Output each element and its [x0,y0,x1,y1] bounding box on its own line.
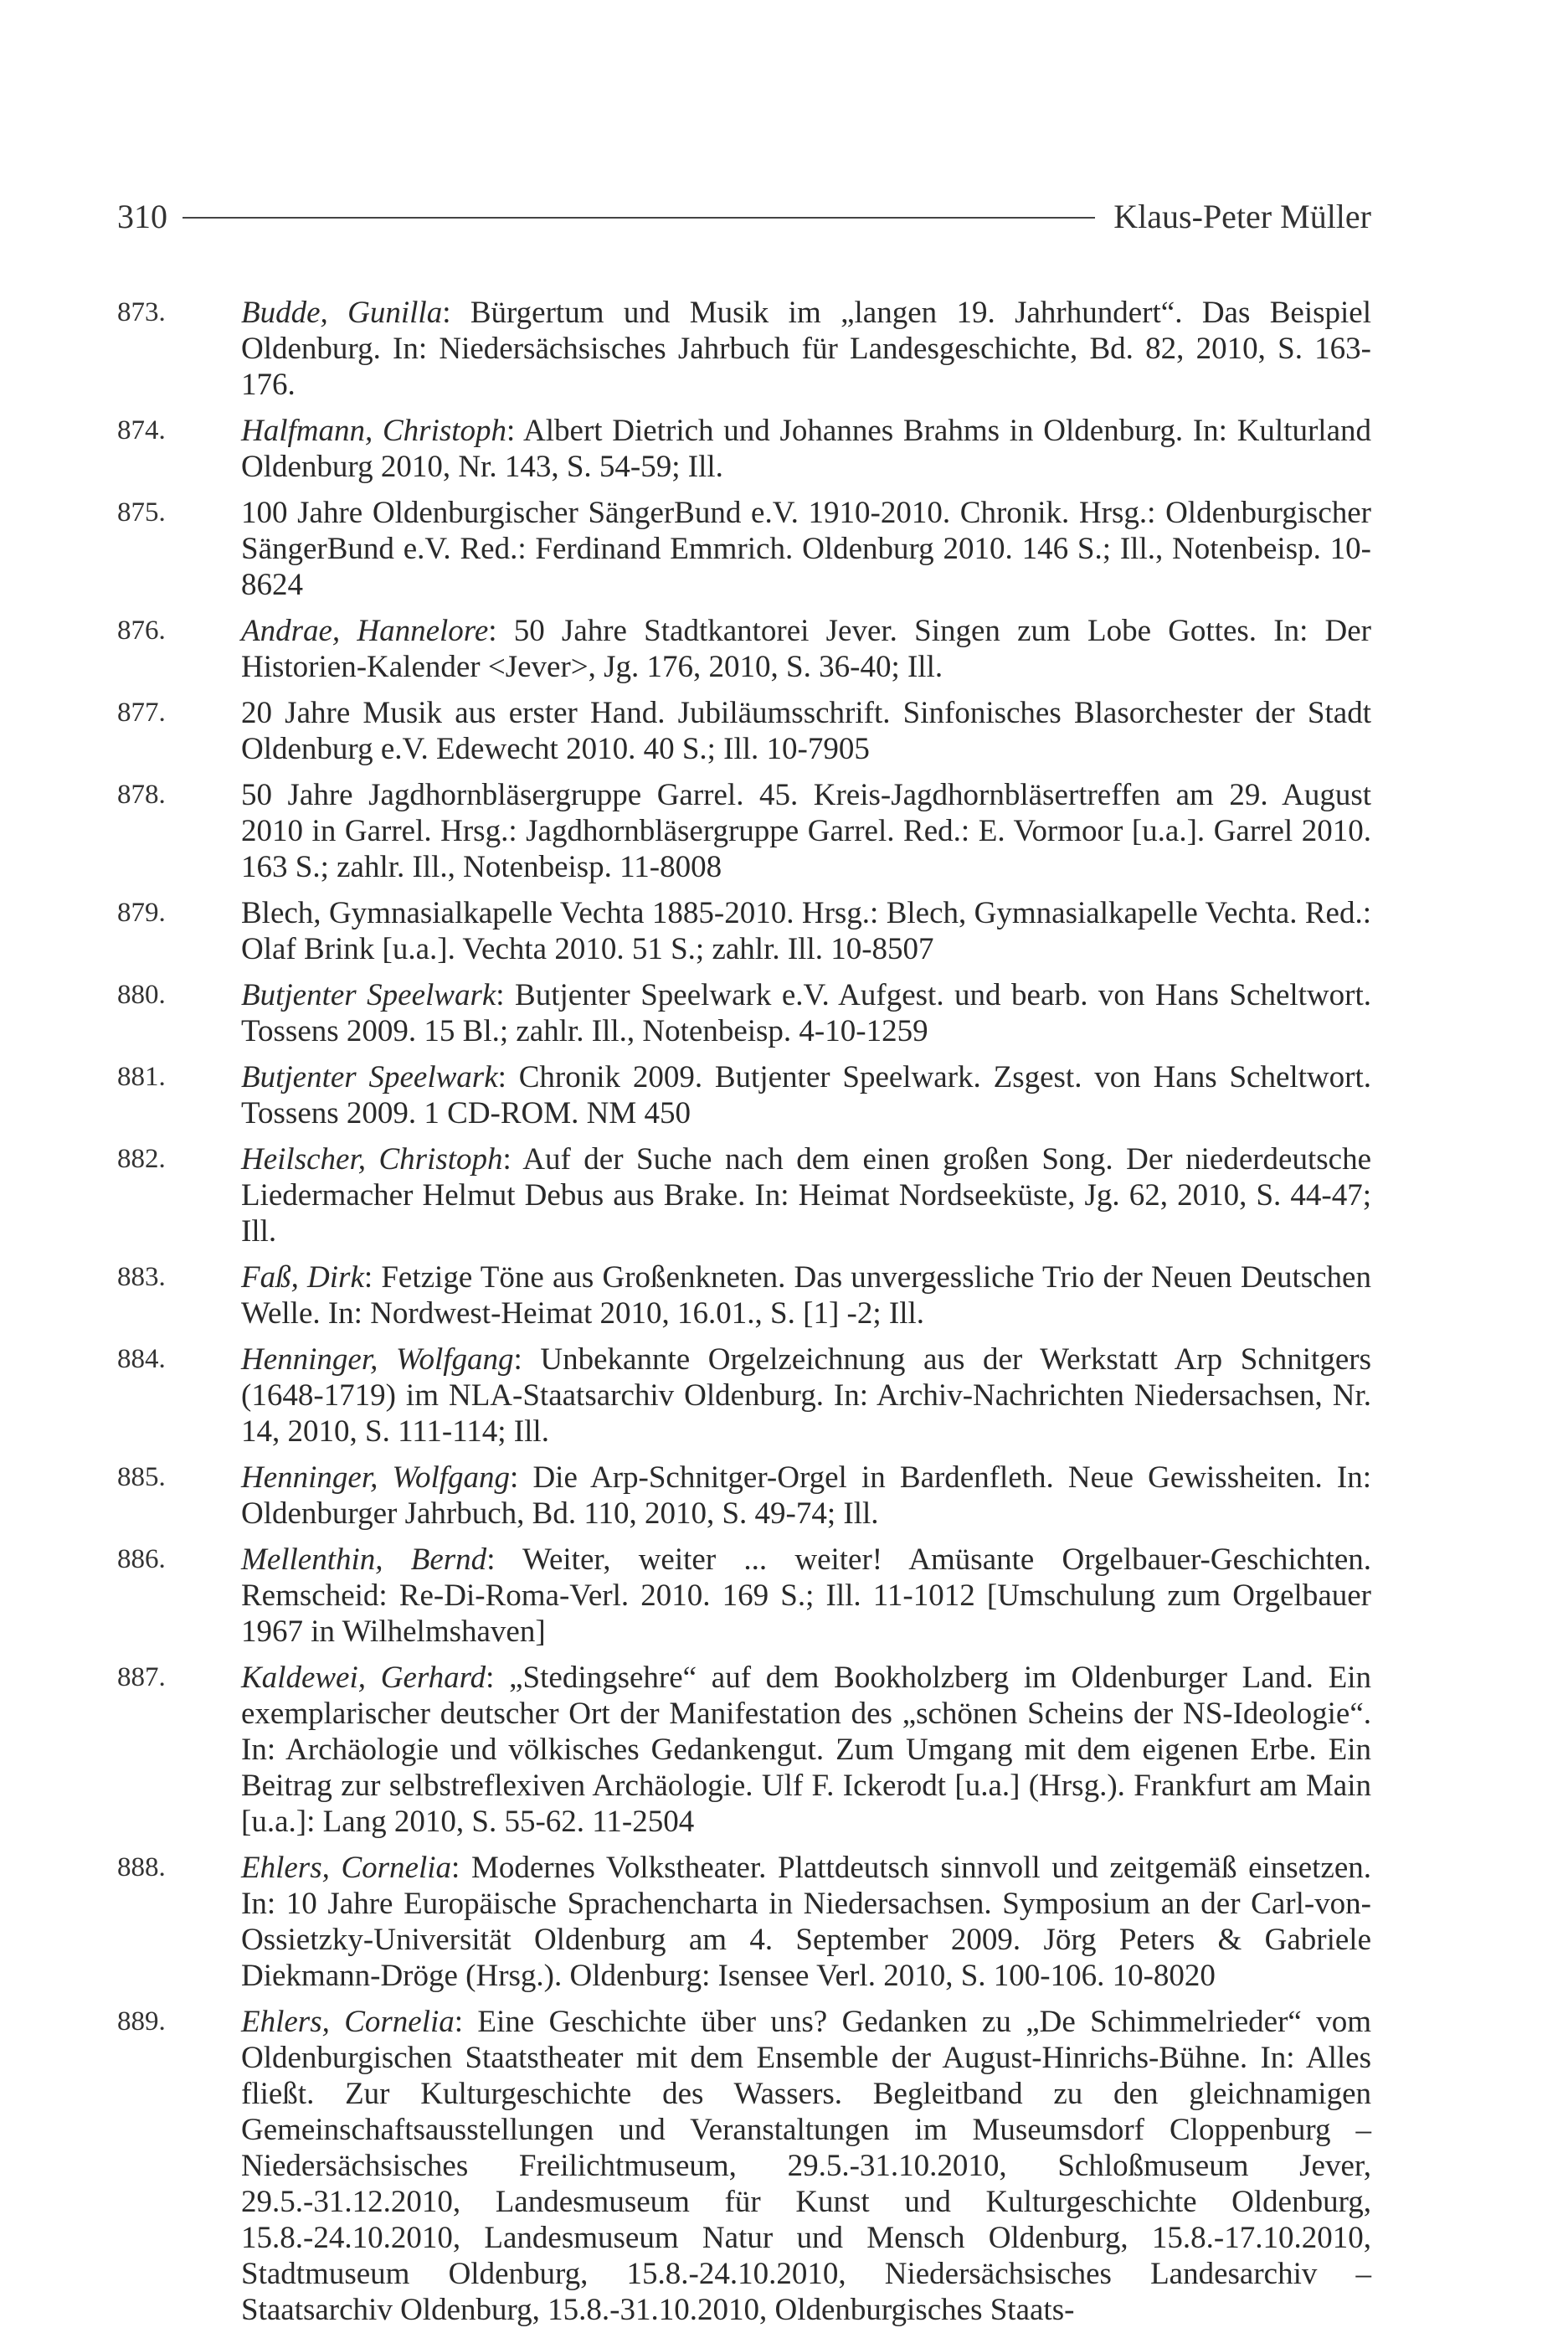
bibliography-entry [117,895,1371,967]
entry-number: 873. [117,297,166,327]
entry-text [241,1660,1371,1840]
entry-text [241,1342,1371,1450]
entry-author: Henninger, Wolfgang [241,1342,514,1377]
entry-number: 876. [117,615,166,646]
entry-body: : Modernes Volkstheater. Plattdeutsch sinnvoll und zeitgemäß einsetzen. In: 10 Jahre Europäische Sprachencharta in Niedersachsen. Symposium an der Carl-von-Ossietzky-Universität Oldenburg am 4. September 2009. Jörg Peters & Gabriele Diekmann-Dröge (Hrsg.). Oldenburg: Isensee Verl. 2010, S. 100-106. 10-8020 [241,1851,1371,1993]
entry-author: Ehlers, Cornelia [241,2005,455,2039]
bibliography-entry [117,1342,1371,1450]
entry-body: : Weiter, weiter ... weiter! Amüsante Orgelbauer-Geschichten. Remscheid: Re-Di-Roma-Verl. 2010. 169 S.; Ill. 11-1012 [Umschulung zum Orgelbauer 1967 in Wilhelmshaven] [241,1542,1371,1649]
entry-body: : Eine Geschichte über uns? Gedanken zu „De Schimmelrieder“ vom Oldenburgischen Staatstheater mit dem Ensemble der August-Hinrichs-Bühne. In: Alles fließt. Zur Kulturgeschichte des Wassers. Begleitband zu den gleichnamigen Gemeinschaftsausstellungen und Veranstaltungen im Museumsdorf Cloppenburg – Niedersächsisches Freilichtmuseum, 29.5.-31.10.2010, Schloßmuseum Jever, 29.5.-31.12.2010, Landesmuseum für Kunst und Kulturgeschichte Oldenburg, 15.8.-24.10.2010, Landesmuseum Natur und Mensch Oldenburg, 15.8.-17.10.2010, Stadtmuseum Oldenburg, 15.8.-24.10.2010, Niedersächsisches Landesarchiv – Staatsarchiv Oldenburg, 15.8.-31.10.2010, Oldenburgisches Staats- [241,2005,1371,2327]
entry-number: 889. [117,2006,166,2037]
entry-body: 100 Jahre Oldenburgischer SängerBund e.V. 1910-2010. Chronik. Hrsg.: Oldenburgischer SängerBund e.V. Red.: Ferdinand Emmrich. Oldenburg 2010. 146 S.; Ill., Notenbeisp. 10-8624 [241,496,1371,602]
entry-text [241,1460,1371,1532]
entry-body: : 50 Jahre Stadtkantorei Jever. Singen zum Lobe Gottes. In: Der Historien-Kalender <Jever>, Jg. 176, 2010, S. 36-40; Ill. [241,614,1372,684]
entry-number: 888. [117,1852,166,1882]
bibliography-entry [117,1259,1371,1331]
entry-author: Budde, Gunilla [241,296,443,330]
entry-author: Faß, Dirk [241,1260,364,1295]
entry-number: 887. [117,1662,166,1692]
entry-author: Halfmann, Christoph [241,414,507,448]
entry-body: Blech, Gymnasialkapelle Vechta 1885-2010. Hrsg.: Blech, Gymnasialkapelle Vechta. Red.: Olaf Brink [u.a.]. Vechta 2010. 51 S.; zahlr. Ill. 10-8507 [241,896,1371,966]
bibliography-entry [117,1141,1371,1249]
entry-text [241,295,1371,403]
entry-number: 882. [117,1144,166,1174]
entry-text [241,895,1371,967]
entry-body: : Unbekannte Orgelzeichnung aus der Werkstatt Arp Schnitgers (1648-1719) im NLA-Staatsarchiv Oldenburg. In: Archiv-Nachrichten Niedersachsen, Nr. 14, 2010, S. 111-114; Ill. [241,1342,1371,1449]
bibliography-entry [117,413,1371,485]
entry-number: 877. [117,698,166,728]
entry-text [241,2004,1371,2328]
running-head: Klaus-Peter Müller [1113,197,1371,235]
entry-number: 878. [117,780,166,810]
entry-text [241,777,1371,885]
entry-number: 883. [117,1262,166,1292]
entry-author: Ehlers, Cornelia [241,1851,452,1885]
entry-author: Henninger, Wolfgang [241,1460,511,1495]
entry-body: : „Stedingsehre“ auf dem Bookholzberg im Oldenburger Land. Ein exemplarischer deutscher Ort der Manifestation des „schönen Scheins der NS-Ideologie“. In: Archäologie und völkisches Gedankengut. Zum Umgang mit dem eigenen Erbe. Ein Beitrag zur selbstreflexiven Archäologie. Ulf F. Ickerodt [u.a.] (Hrsg.). Frankfurt am Main [u.a.]: Lang 2010, S. 55-62. 11-2504 [241,1661,1371,1839]
entry-body: 50 Jahre Jagdhornbläsergruppe Garrel. 45. Kreis-Jagdhornbläsertreffen am 29. August 2010 in Garrel. Hrsg.: Jagdhornbläsergruppe Garrel. Red.: E. Vormoor [u.a.]. Garrel 2010. 163 S.; zahlr. Ill., Notenbeisp. 11-8008 [241,778,1371,884]
entry-text [241,1059,1371,1131]
page-number: 310 [117,197,167,235]
bibliography-entry [117,495,1371,603]
entry-number: 884. [117,1344,166,1374]
entry-text [241,695,1371,767]
bibliography-entry [117,1460,1371,1532]
entry-body: : Auf der Suche nach dem einen großen Song. Der niederdeutsche Liedermacher Helmut Debus aus Brake. In: Heimat Nordseeküste, Jg. 62, 2010, S. 44-47; Ill. [241,1142,1372,1249]
entry-number: 880. [117,980,166,1010]
bibliography-entry [117,695,1371,767]
bibliography-entry [117,2004,1371,2328]
bibliography-entry [117,777,1371,885]
entry-body: : Fetzige Töne aus Großenkneten. Das unvergessliche Trio der Neuen Deutschen Welle. In: Nordwest-Heimat 2010, 16.01., S. [1] -2; Ill. [241,1260,1371,1331]
entry-number: 879. [117,898,166,928]
entry-number: 874. [117,415,166,445]
entry-body: : Butjenter Speelwark e.V. Aufgest. und bearb. von Hans Scheltwort. Tossens 2009. 15 Bl.; zahlr. Ill., Notenbeisp. 4-10-1259 [241,978,1371,1048]
entry-body: : Chronik 2009. Butjenter Speelwark. Zsgest. von Hans Scheltwort. Tossens 2009. 1 CD-ROM. NM 450 [241,1060,1371,1130]
entry-text [241,1850,1371,1994]
bibliography-entry [117,1542,1371,1650]
bibliography-entry [117,295,1371,403]
entry-text [241,1542,1371,1650]
entry-text [241,977,1371,1049]
bibliography-entry [117,1660,1371,1840]
entry-author: Mellenthin, Bernd [241,1542,487,1577]
entry-body: : Die Arp-Schnitger-Orgel in Bardenfleth. Neue Gewissheiten. In: Oldenburger Jahrbuch, Bd. 110, 2010, S. 49-74; Ill. [241,1460,1371,1531]
entry-body: : Albert Dietrich und Johannes Brahms in Oldenburg. In: Kulturland Oldenburg 2010, Nr. 143, S. 54-59; Ill. [241,414,1371,484]
bibliography-entry [117,613,1371,685]
entry-text [241,413,1371,485]
entry-text [241,1141,1371,1249]
bibliography-entry [117,1850,1371,1994]
entry-number: 886. [117,1544,166,1574]
entry-text [241,495,1371,603]
entry-text [241,1259,1371,1331]
entry-text [241,613,1371,685]
entry-body: : Bürgertum und Musik im „langen 19. Jahrhundert“. Das Beispiel Oldenburg. In: Niedersächsisches Jahrbuch für Landesgeschichte, Bd. 82, 2010, S. 163-176. [241,296,1371,402]
bibliography-entry [117,977,1371,1049]
entry-author: Butjenter Speelwark [241,978,496,1012]
page-header [117,191,1371,241]
entry-number: 881. [117,1062,166,1092]
bibliography-entry [117,1059,1371,1131]
entry-author: Kaldewei, Gerhard [241,1661,486,1695]
entry-author: Heilscher, Christoph [241,1142,503,1177]
bibliography-list [117,295,1371,2338]
entry-author: Butjenter Speelwark [241,1060,498,1094]
entry-number: 875. [117,497,166,528]
entry-author: Andrae, Hannelore [241,614,489,648]
header-rule [183,217,1095,219]
entry-body: 20 Jahre Musik aus erster Hand. Jubiläumsschrift. Sinfonisches Blasorchester der Stadt Oldenburg e.V. Edewecht 2010. 40 S.; Ill. 10-7905 [241,696,1371,766]
entry-number: 885. [117,1462,166,1492]
